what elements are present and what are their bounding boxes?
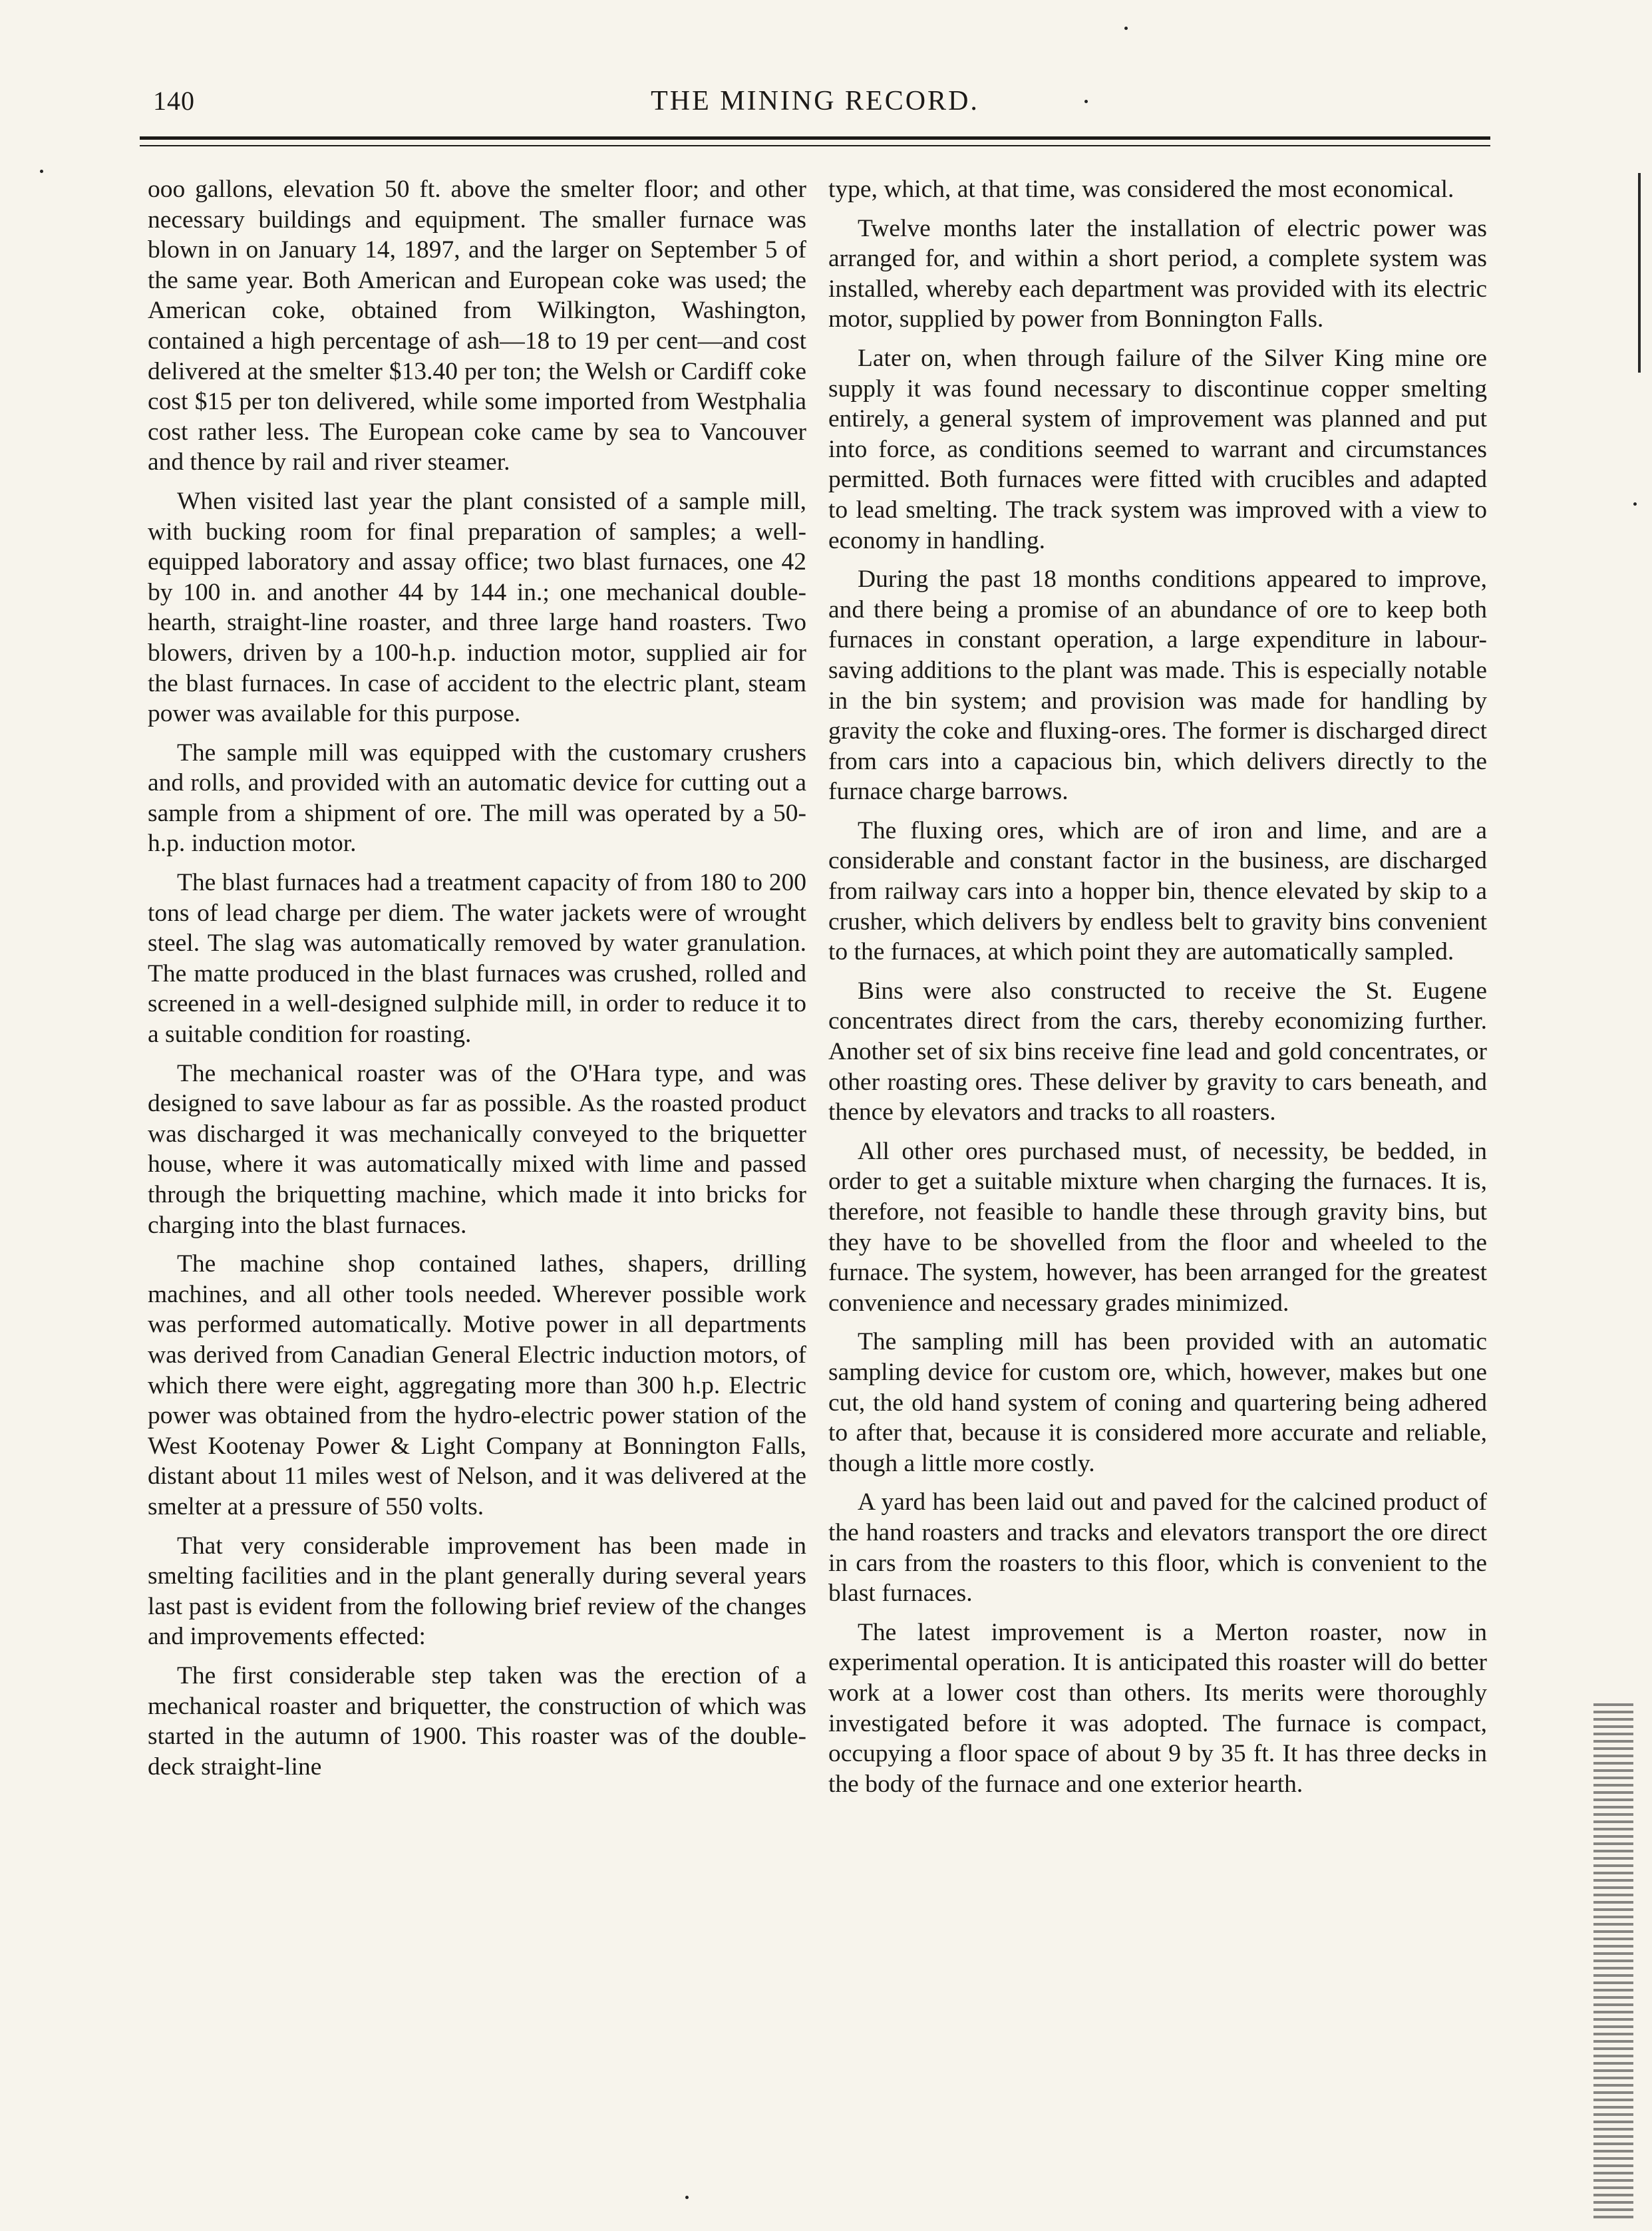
paragraph: The fluxing ores, which are of iron and lime, and are a considerable and constant factor in the business, are discharged from railway cars into a hopper bin, thence elevated by skip to a crusher, which delivers by endless belt to gravity bins convenient to the furnaces, at which point they are automatically sampled.: [828, 816, 1487, 966]
paragraph: The blast furnaces had a treatment capacity of from 180 to 200 tons of lead charge per diem. The water jackets were of wrought steel. The slag was automatically removed by water granulation. The matte produced in the blast furnaces was crushed, rolled and screened in a well-designed sulphide mill, in order to reduce it to a suitable condition for roasting.: [148, 869, 806, 1049]
page-number: 140: [153, 86, 195, 116]
paragraph: The sampling mill has been provided with an automatic sampling device for custom ore, which, however, makes but one cut, the old hand system of coning and quartering being adhered to after that, because it is considered more accurate and reliable, though a little more costly.: [828, 1328, 1487, 1477]
scan-speck: [1124, 27, 1128, 30]
paragraph: Later on, when through failure of the Silver King mine ore supply it was found necessary to discontinue copper smelting entirely, a general system of improvement was planned and put into force, as conditions seemed to warrant and circumstances permitted. Both furnaces were fitted with crucibles and adapted to lead smelting. The track system was improved with a view to economy in handling.: [828, 344, 1487, 554]
header-rule-thick: [140, 136, 1490, 140]
running-title: THE MINING RECORD.: [651, 86, 979, 116]
left-column: [148, 174, 806, 1791]
paragraph: During the past 18 months conditions appeared to improve, and there being a promise of an abundance of ore to keep both furnaces in constant operation, a large expenditure in labour-saving additions to the plant was made. This is especially notable in the bin system; and provision was made for handling by gravity the coke and fluxing-ores. The former is discharged direct from cars into a capacious bin, which delivers directly to the furnace charge barrows.: [828, 566, 1487, 806]
paragraph: Twelve months later the installation of electric power was arranged for, and within a short period, a complete system was installed, whereby each department was provided with its electric motor, supplied by power from Bonnington Falls.: [828, 214, 1487, 333]
paragraph: type, which, at that time, was considered the most economical.: [828, 176, 1454, 203]
paragraph: When visited last year the plant consisted of a sample mill, with bucking room for final preparation of samples; a well-equipped laboratory and assay office; two blast furnaces, one 42 by 100 in. and another 44 by 144 in.; one mechanical double-hearth, straight-line roaster, and three large hand roasters. Two blowers, driven by a 100-h.p. induction motor, supplied air for the blast furnaces. In case of accident to the electric plant, steam power was available for this purpose.: [148, 487, 806, 728]
header-rule-thin: [140, 145, 1490, 146]
paragraph: The machine shop contained lathes, shapers, drilling machines, and all other tools needed. Wherever possible work was performed automatically. Motive power in all departments was derived from Canadian General Electric induction motors, of which there were eight, aggregating more than 300 h.p. Electric power was obtained from the hydro-electric power station of the West Kootenay Power & Light Company at Bonnington Falls, distant about 11 miles west of Nelson, and it was delivered at the smelter at a pressure of 550 volts.: [148, 1250, 806, 1520]
paragraph: The sample mill was equipped with the customary crushers and rolls, and provided with an automatic device for cutting out a sample from a shipment of ore. The mill was operated by a 50-h.p. induction motor.: [148, 739, 806, 858]
paragraph: That very considerable improvement has been made in smelting facilities and in the plant generally during several years last past is evident from the following brief review of the changes and improvements effected:: [148, 1532, 806, 1651]
scan-speck: [1633, 502, 1637, 506]
paragraph: The first considerable step taken was the erection of a mechanical roaster and briquetter, the construction of which was started in the autumn of 1900. This roaster was of the double-deck straight-line: [148, 1661, 806, 1781]
paragraph: All other ores purchased must, of necessity, be bedded, in order to get a suitable mixture when charging the furnaces. It is, therefore, not feasible to handle these through gravity bins, but they have to be shovelled from the floor and wheeled to the furnace. The system, however, has been arranged for the greatest convenience and necessary grades minimized.: [828, 1137, 1487, 1317]
paragraph: The latest improvement is a Merton roaster, now in experimental operation. It is anticipated this roaster will do better work at a lower cost than others. Its merits were thoroughly investigated before it was adopted. The furnace is compact, occupying a floor space of about 9 by 35 ft. It has three decks in the body of the furnace and one exterior hearth.: [828, 1618, 1487, 1798]
right-column: [828, 174, 1487, 1808]
paragraph: ooo gallons, elevation 50 ft. above the smelter floor; and other necessary buildings and equipment. The smaller furnace was blown in on January 14, 1897, and the larger on September 5 of the same year. Both American and European coke was used; the American coke, obtained from Wilkington, Washington, contained a high percentage of ash—18 to 19 per cent—and cost delivered at the smelter $13.40 per ton; the Welsh or Cardiff coke cost $15 per ton delivered, while some imported from Westphalia cost rather less. The European coke came by sea to Vancouver and thence by rail and river steamer.: [148, 176, 806, 476]
scan-speck: [40, 170, 43, 173]
page-header: [153, 85, 1477, 125]
paragraph: A yard has been laid out and paved for the calcined product of the hand roasters and tracks and elevators transport the ore direct in cars from the roasters to this floor, which is convenient to the blast furnaces.: [828, 1488, 1487, 1608]
scan-edge-noise: [1593, 1703, 1633, 2222]
paragraph: The mechanical roaster was of the O'Hara type, and was designed to save labour as far as possible. As the roasted product was discharged it was mechanically conveyed to the briquetter house, where it was automatically mixed with lime and passed through the briquetting machine, which made it into bricks for charging into the blast furnaces.: [148, 1059, 806, 1239]
paragraph: Bins were also constructed to receive the St. Eugene concentrates direct from the cars, thereby economizing further. Another set of six bins receive fine lead and gold concentrates, or other roasting ores. These deliver by gravity to cars beneath, and thence by elevators and tracks to all roasters.: [828, 977, 1487, 1126]
scan-speck: [685, 2196, 689, 2199]
scan-edge-mark: [1638, 173, 1641, 373]
scan-speck: [1084, 100, 1088, 103]
